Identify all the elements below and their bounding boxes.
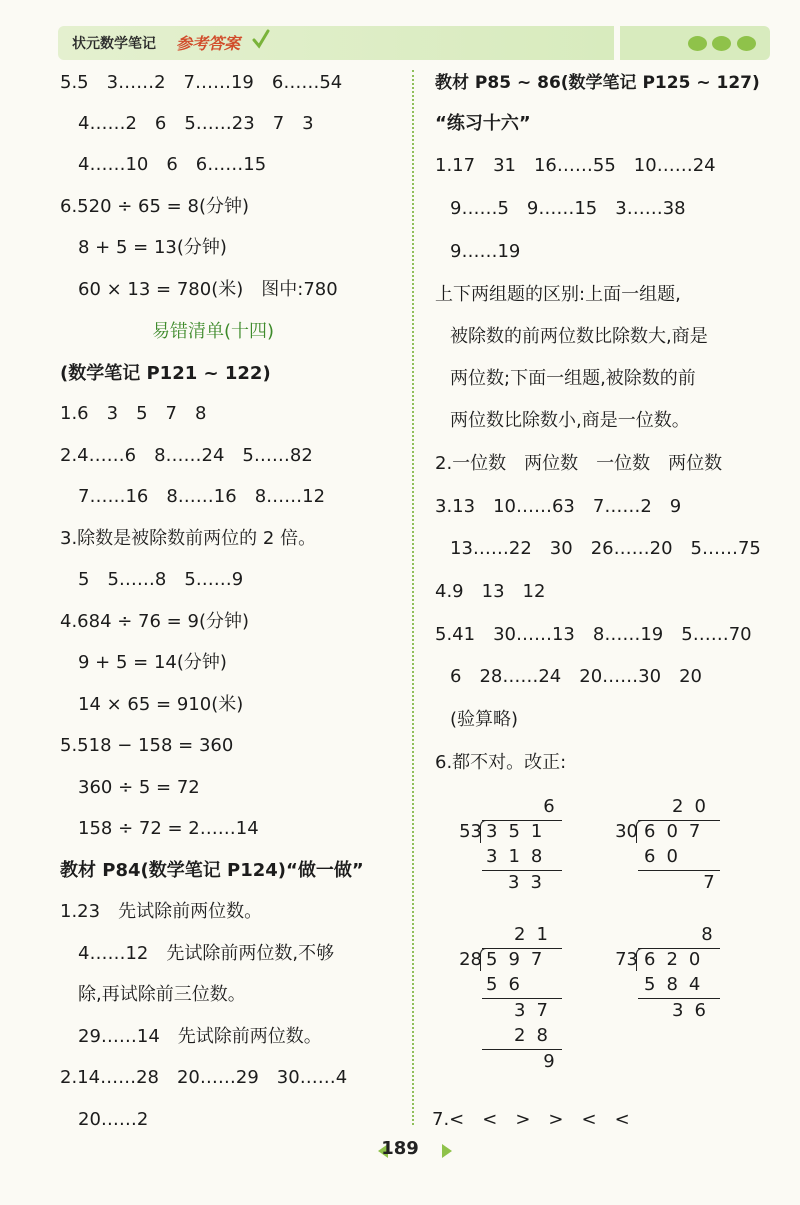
answer-line: 3.13 10……63 7……2 9 <box>435 496 682 517</box>
answer-line: 两位数;下面一组题,被除数的前 <box>450 368 696 389</box>
answer-line: 7.< < > > < < <box>432 1109 630 1130</box>
answer-line: 除,再试除前三位数。 <box>78 984 246 1005</box>
dividend: 351 <box>486 821 554 842</box>
long-division <box>608 796 728 893</box>
divisor: 53 <box>459 821 482 842</box>
answer-line: 6 28……24 20……30 20 <box>450 666 702 687</box>
answer-line: 上下两组题的区别:上面一组题, <box>435 284 681 305</box>
answer-line: 2.4……6 8……24 5……82 <box>60 445 313 466</box>
quotient-digit: 8 <box>701 924 713 945</box>
answer-line: 两位数比除数小,商是一位数。 <box>450 410 690 431</box>
book-title: 状元数学笔记 <box>72 36 156 52</box>
answer-line: 3.除数是被除数前两位的 2 倍。 <box>60 528 317 549</box>
remainder: 9 <box>543 1051 555 1072</box>
reference-line: “练习十六” <box>435 113 531 134</box>
answer-line: 5.41 30……13 8……19 5……70 <box>435 624 752 645</box>
answer-line: 14 × 65 = 910(米) <box>78 694 244 715</box>
page-number: 189 <box>381 1138 419 1159</box>
answer-line: 13……22 30 26……20 5……75 <box>450 538 761 559</box>
long-division <box>452 924 572 1084</box>
answer-line: 4.9 13 12 <box>435 581 546 602</box>
quotient-digit: 20 <box>672 796 717 817</box>
header-dot-icon <box>737 36 756 51</box>
dividend: 607 <box>644 821 712 842</box>
next-arrow-icon <box>442 1144 452 1158</box>
answer-line: 5.5 3……2 7……19 6……54 <box>60 72 343 93</box>
partial-product: 318 <box>486 846 554 867</box>
header-dot-icon <box>712 36 731 51</box>
partial-product: 28 <box>514 1025 559 1046</box>
dividend: 620 <box>644 949 712 970</box>
answer-line: 9……19 <box>450 241 521 262</box>
answer-line: 1.17 31 16……55 10……24 <box>435 155 716 176</box>
header-dot-icon <box>688 36 707 51</box>
quotient-digit: 6 <box>543 796 555 817</box>
answer-line: 6.都不对。改正: <box>435 752 567 773</box>
reference-line: 教材 P84(数学笔记 P124)“做一做” <box>60 860 364 881</box>
quotient-digit: 21 <box>514 924 559 945</box>
answer-line: 4……12 先试除前两位数,不够 <box>78 943 335 964</box>
partial-remainder: 37 <box>514 1000 559 1021</box>
answer-line: 29……14 先试除前两位数。 <box>78 1026 322 1047</box>
remainder: 7 <box>703 872 715 893</box>
reference-line: (数学笔记 P121 ~ 122) <box>60 363 271 384</box>
answer-line: 1.23 先试除前两位数。 <box>60 901 263 922</box>
answer-line: 9 + 5 = 14(分钟) <box>78 652 227 673</box>
dividend: 597 <box>486 949 554 970</box>
answer-line: 被除数的前两位数比除数大,商是 <box>450 326 708 347</box>
answer-line: 4.684 ÷ 76 = 9(分钟) <box>60 611 249 632</box>
answer-line: 4……2 6 5……23 7 3 <box>78 113 314 134</box>
partial-product: 56 <box>486 974 531 995</box>
partial-product: 584 <box>644 974 712 995</box>
remainder: 36 <box>672 1000 717 1021</box>
answer-line: 2.一位数 两位数 一位数 两位数 <box>435 453 723 474</box>
long-division <box>608 924 728 1034</box>
answer-line: 2.14……28 20……29 30……4 <box>60 1067 348 1088</box>
answer-line: 6.520 ÷ 65 = 8(分钟) <box>60 196 249 217</box>
answer-line: 5.518 − 158 = 360 <box>60 735 234 756</box>
answer-line: 4……10 6 6……15 <box>78 154 267 175</box>
answer-line: 9……5 9……15 3……38 <box>450 198 686 219</box>
reference-line: 教材 P85 ~ 86(数学笔记 P125 ~ 127) <box>435 73 760 93</box>
divisor: 30 <box>615 821 638 842</box>
check-icon <box>252 29 270 49</box>
divisor: 73 <box>615 949 638 970</box>
answer-line: 158 ÷ 72 = 2……14 <box>78 818 259 839</box>
answer-line: 8 + 5 = 13(分钟) <box>78 237 227 258</box>
remainder: 33 <box>508 872 553 893</box>
column-divider <box>412 70 414 1125</box>
answer-line: (验算略) <box>450 709 519 730</box>
answer-line: 5 5……8 5……9 <box>78 569 244 590</box>
answers-label: 参考答案 <box>176 34 241 53</box>
long-division <box>452 796 572 893</box>
answer-line: 7……16 8……16 8……12 <box>78 486 326 507</box>
answer-line: 1.6 3 5 7 8 <box>60 403 207 424</box>
answer-line: 60 × 13 = 780(米) 图中:780 <box>78 279 338 300</box>
section-title: 易错清单(十四) <box>152 321 275 342</box>
partial-product: 60 <box>644 846 689 867</box>
divisor: 28 <box>459 949 482 970</box>
answer-line: 360 ÷ 5 = 72 <box>78 777 200 798</box>
answer-line: 20……2 <box>78 1109 149 1130</box>
